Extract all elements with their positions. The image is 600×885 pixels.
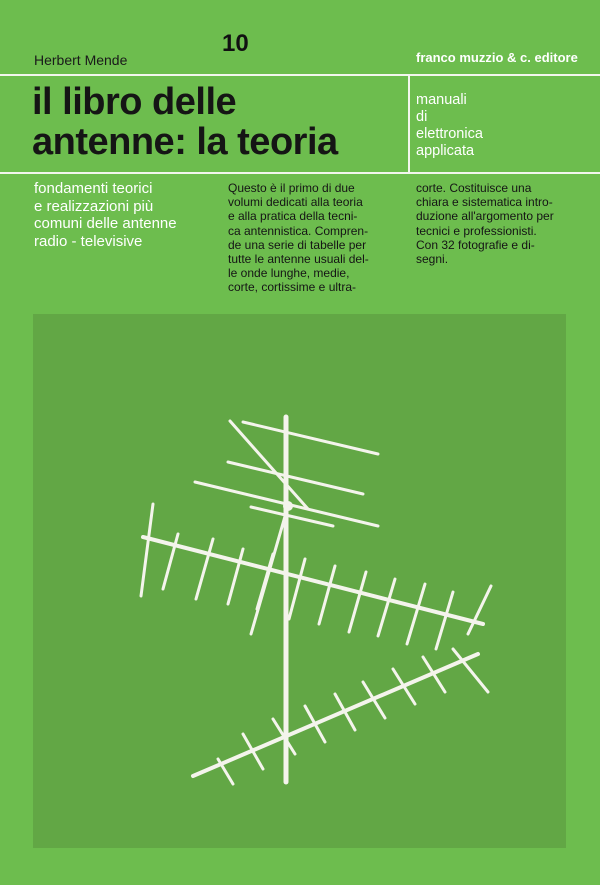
blurb-line: Questo è il primo di due bbox=[228, 181, 355, 195]
subtitle-line: comuni delle antenne bbox=[34, 215, 177, 232]
blurb-line: Con 32 fotografie e di- bbox=[416, 237, 535, 252]
blurb-line: segni. bbox=[416, 252, 449, 267]
blurb-line: tutte le antenne usuali del- bbox=[228, 252, 369, 267]
subtitle-line: fondamenti teorici bbox=[34, 180, 153, 197]
series-line: elettronica bbox=[416, 126, 483, 142]
blurb-line: chiara e sistematica intro- bbox=[416, 195, 553, 210]
series-line: manuali bbox=[416, 92, 467, 108]
blurb-line: de una serie di tabelle per bbox=[228, 237, 367, 252]
book-title bbox=[32, 82, 338, 162]
subtitle-line: e realizzazioni più bbox=[34, 197, 154, 215]
title-line-2: antenne: la teoria bbox=[32, 121, 338, 163]
blurb-column-2 bbox=[416, 181, 586, 266]
blurb-line: duzione all'argomento per bbox=[416, 209, 554, 224]
series-line: applicata bbox=[416, 143, 475, 159]
antenna-photo bbox=[33, 314, 566, 848]
blurb-line: ca antennistica. Compren- bbox=[228, 223, 369, 238]
title-line-1: il libro delle bbox=[32, 81, 237, 123]
subtitle-line: radio - televisive bbox=[34, 232, 143, 250]
blurb-line: volumi dedicati alla teoria bbox=[228, 195, 363, 210]
publisher-name: franco muzzio & c. editore bbox=[416, 50, 578, 65]
blurb-line: corte, cortissime e ultra- bbox=[228, 280, 357, 295]
author-name: Herbert Mende bbox=[34, 52, 128, 68]
subtitle bbox=[34, 180, 177, 250]
antenna-illustration bbox=[33, 314, 566, 848]
blurb-line: le onde lunghe, medie, bbox=[228, 266, 350, 281]
blurb-line: e alla pratica della tecni- bbox=[228, 209, 358, 224]
middle-divider bbox=[0, 172, 600, 174]
volume-number: 10 bbox=[222, 30, 249, 57]
series-line: di bbox=[416, 109, 428, 125]
blurb-line: tecnici e professionisti. bbox=[416, 223, 537, 238]
vertical-divider bbox=[408, 74, 410, 172]
blurb-column-1 bbox=[228, 181, 400, 295]
top-divider bbox=[0, 74, 600, 76]
series-name bbox=[416, 92, 483, 160]
blurb-line: corte. Costituisce una bbox=[416, 181, 532, 195]
